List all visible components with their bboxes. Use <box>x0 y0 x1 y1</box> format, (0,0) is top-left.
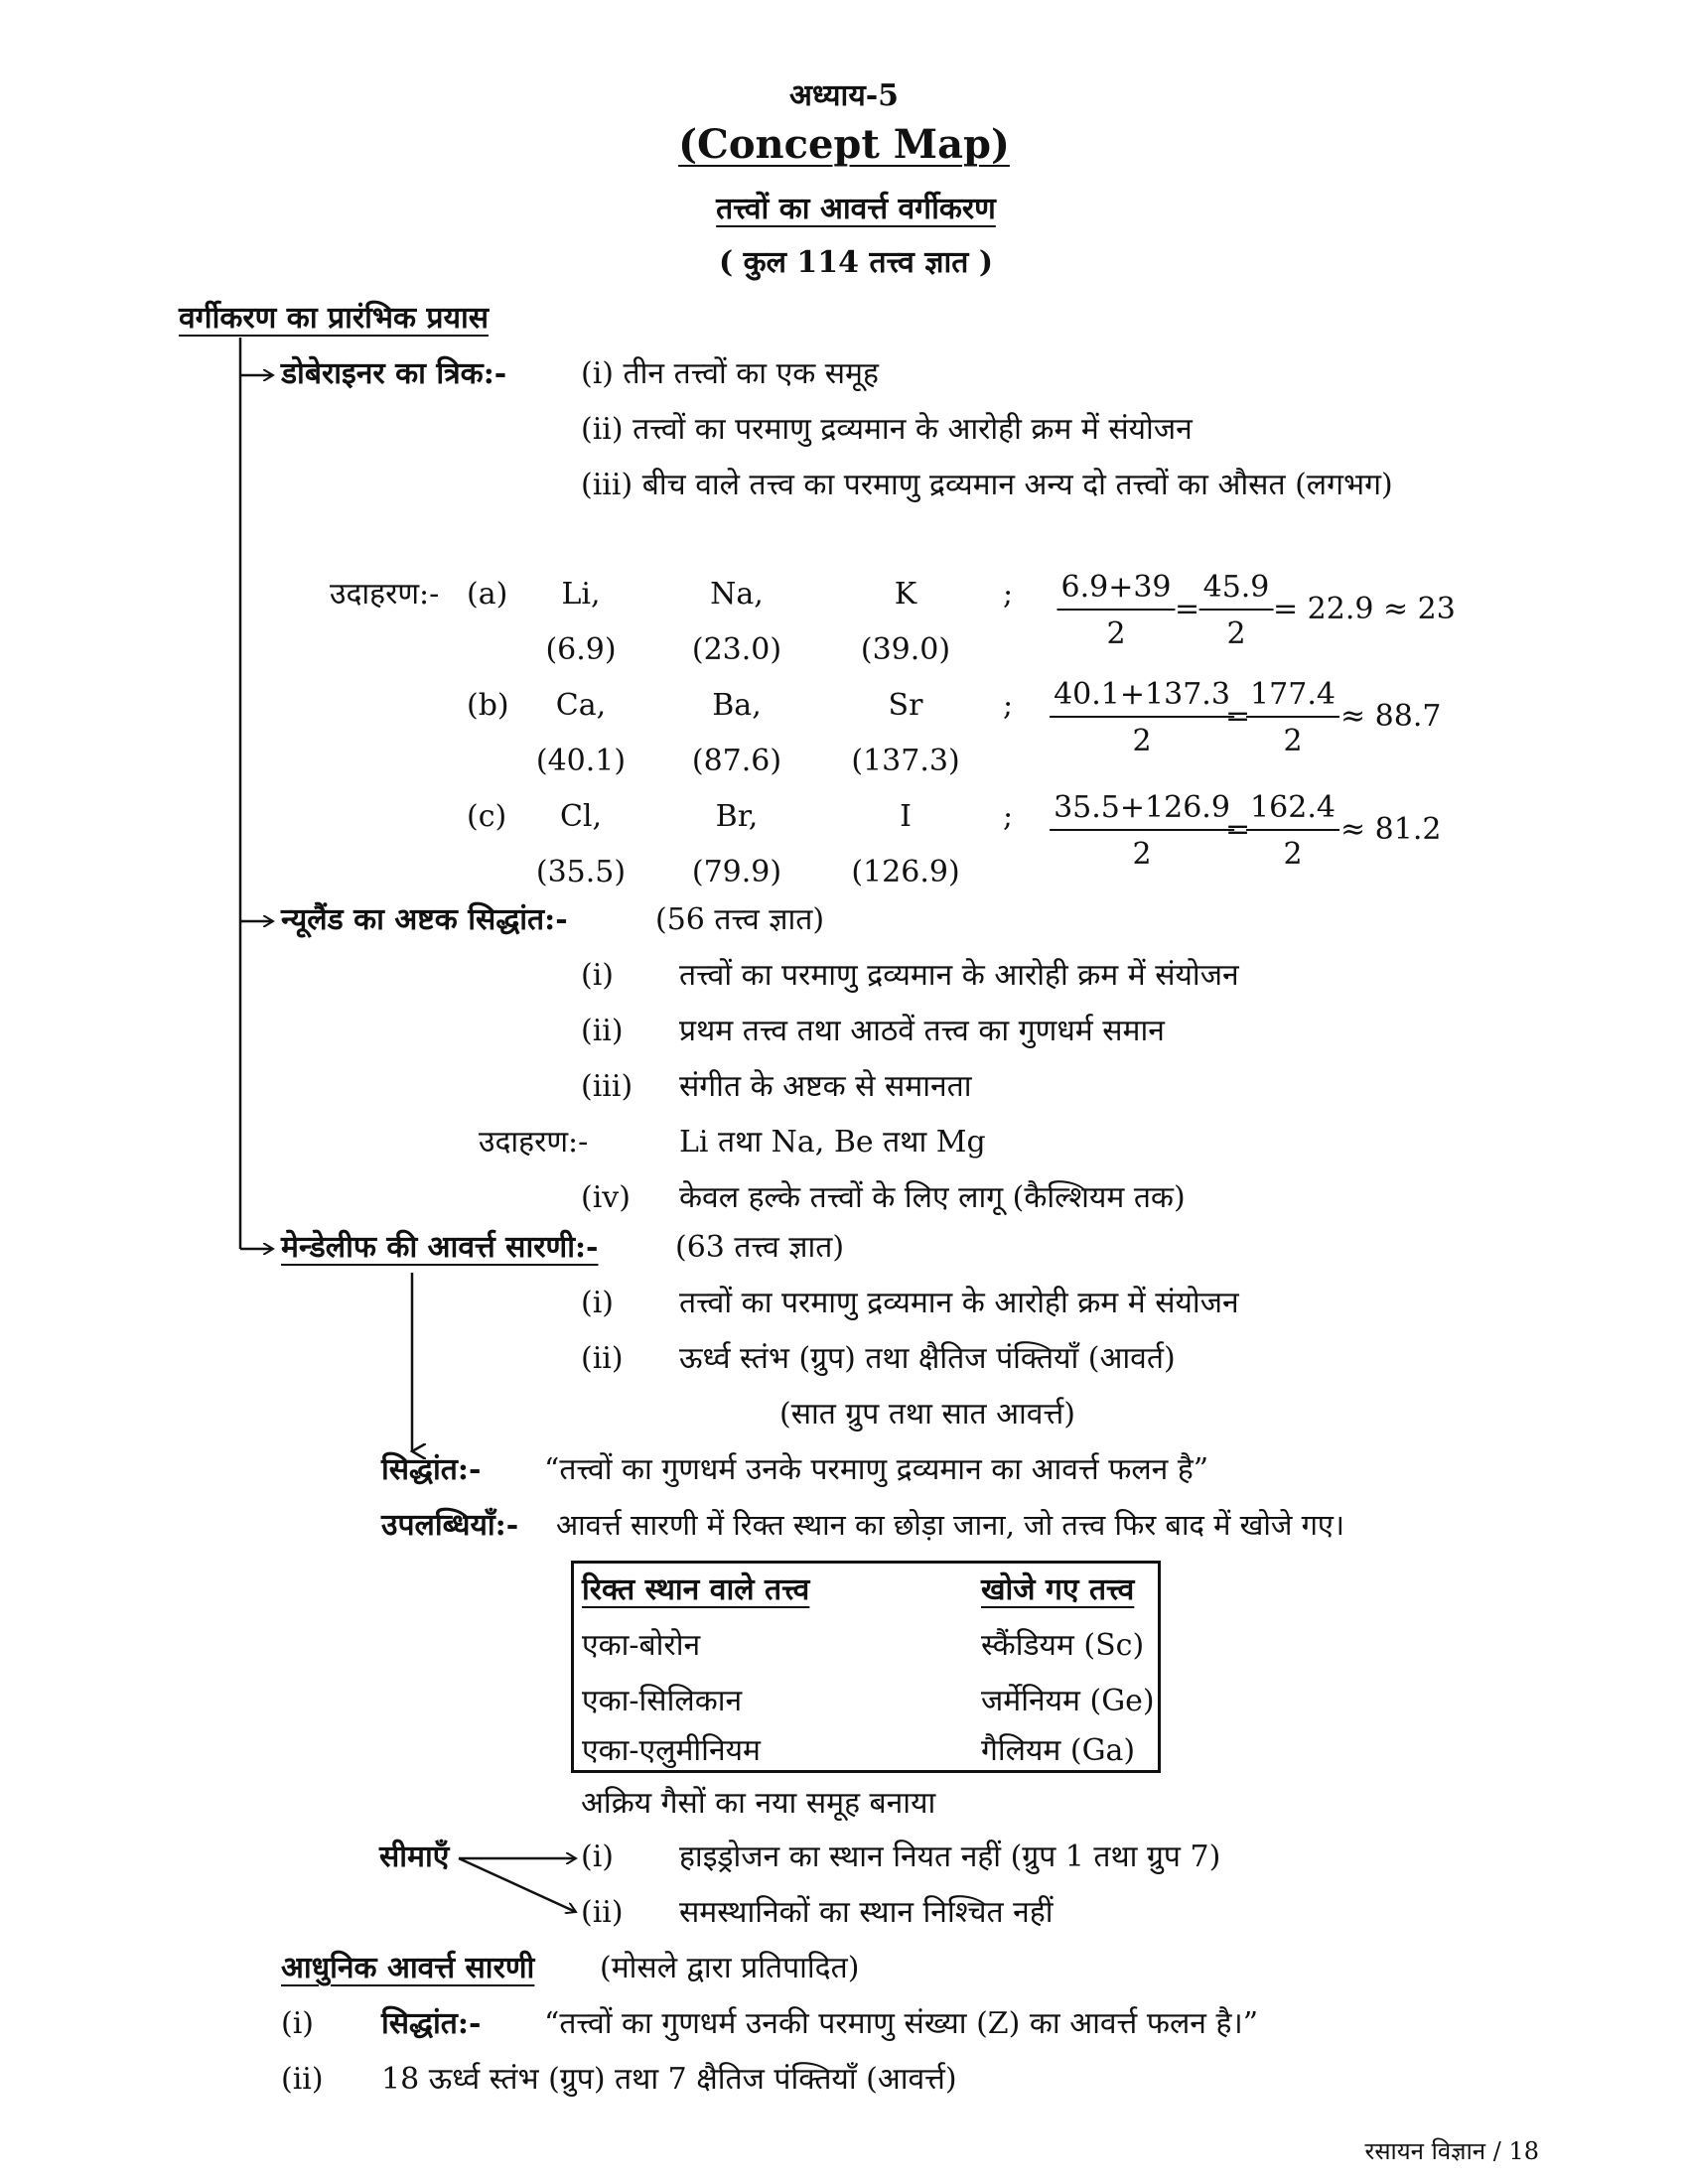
mendeleev-note: (63 तत्त्व ज्ञात) <box>675 1230 845 1265</box>
triad-b-separator: ; <box>1003 688 1014 723</box>
limitation-2-text: समस्थानिकों का स्थान निश्चित नहीं <box>679 1895 1054 1930</box>
triad-c-fraction-1 <box>1050 790 1234 872</box>
newlands-example-label: उदाहरण:- <box>479 1125 589 1160</box>
triad-c-fraction-2 <box>1246 790 1339 872</box>
triad-c-fraction-1-den: 2 <box>1132 837 1152 872</box>
dobereiner-label: डोबेराइनर का त्रिक:- <box>281 356 507 391</box>
newlands-note: (56 तत्त्व ज्ञात) <box>655 902 825 937</box>
newlands-point-3-text: संगीत के अष्टक से समानता <box>679 1069 972 1104</box>
page-footer: रसायन विज्ञान / 18 <box>1364 2137 1539 2165</box>
newlands-point-2-text: प्रथम तत्त्व तथा आठवें तत्त्व का गुणधर्म समान <box>679 1014 1165 1048</box>
gap-elements-table <box>571 1561 1161 1773</box>
triad-b-element-1: Ca, <box>555 688 607 723</box>
triad-b-element-3: Sr <box>888 688 923 723</box>
triad-a-mass-2: (23.0) <box>691 632 782 667</box>
triad-c-element-1: Cl, <box>559 799 603 834</box>
triad-b-fraction-1 <box>1050 677 1234 758</box>
mendeleev-point-2-num: (ii) <box>581 1341 624 1376</box>
noble-gas-note: अक्रिय गैसों का नया समूह बनाया <box>581 1786 936 1821</box>
triad-b-tag: (b) <box>467 688 509 723</box>
triad-c-fraction-1-num: 35.5+126.9 <box>1050 790 1234 831</box>
newlands-label: न्यूलैंड का अष्टक सिद्धांत:- <box>281 902 568 937</box>
newlands-point-4-num: (iv) <box>581 1180 631 1215</box>
triad-c-result: ≈ 81.2 <box>1340 812 1442 847</box>
chapter-label: अध्याय-5 <box>788 78 900 113</box>
table-row-2-discovered: जर्मेनियम (Ge) <box>981 1684 1155 1718</box>
modern-principle-label: सिद्धांत:- <box>381 2006 482 2041</box>
triad-a-tag: (a) <box>467 577 508 612</box>
triad-a-fraction-2-den: 2 <box>1226 616 1246 651</box>
triad-b-fraction-2-num: 177.4 <box>1246 677 1339 718</box>
triad-a-fraction-2 <box>1199 570 1274 651</box>
triad-c-mass-3: (126.9) <box>851 855 960 889</box>
modern-table-heading: आधुनिक आवर्त्त सारणी <box>281 1951 535 1985</box>
mendeleev-achievements-label: उपलब्धियाँ:- <box>381 1508 519 1543</box>
triad-b-element-2: Ba, <box>712 688 762 723</box>
triad-b-mass-3: (137.3) <box>851 744 960 778</box>
triad-c-fraction-2-den: 2 <box>1283 837 1303 872</box>
newlands-point-2-num: (ii) <box>581 1014 624 1048</box>
mendeleev-point-2-text: ऊर्ध्व स्तंभ (ग्रुप) तथा क्षैतिज पंक्तियाँ (आवर्त) <box>679 1341 1176 1376</box>
table-row-1-discovered: स्कैंडियम (Sc) <box>981 1628 1145 1663</box>
mendeleev-principle-label: सिद्धांत:- <box>381 1452 482 1487</box>
arrow-limitation-2 <box>459 1858 576 1912</box>
triad-c-fraction-2-num: 162.4 <box>1246 790 1339 831</box>
mendeleev-principle-text: “तत्त्वों का गुणधर्म उनके परमाणु द्रव्यमान का आवर्त्त फलन है” <box>544 1452 1209 1487</box>
modern-table-note: (मोसले द्वारा प्रतिपादित) <box>600 1951 860 1985</box>
triad-b-equals: = <box>1225 699 1251 734</box>
triad-b-result: ≈ 88.7 <box>1340 699 1442 734</box>
table-header-discovered: खोजे गए तत्त्व <box>981 1572 1135 1607</box>
triad-a-element-1: Li, <box>561 577 601 612</box>
table-row-1-gap: एका-बोरोन <box>582 1628 701 1663</box>
triad-a-separator: ; <box>1003 577 1014 612</box>
triad-a-fraction-1 <box>1056 570 1175 651</box>
dobereiner-point-2: (ii) तत्त्वों का परमाणु द्रव्यमान के आरोही क्रम में संयोजन <box>581 412 1193 447</box>
triad-c-mass-1: (35.5) <box>535 855 627 889</box>
table-header-gap: रिक्त स्थान वाले तत्त्व <box>582 1572 810 1607</box>
triad-a-equals: = <box>1175 592 1200 626</box>
newlands-point-1-num: (i) <box>581 958 615 993</box>
limitation-2-num: (ii) <box>581 1895 624 1930</box>
limitations-label: सीमाएँ <box>379 1840 450 1874</box>
table-row-2-gap: एका-सिलिकान <box>582 1684 743 1718</box>
mendeleev-point-1-text: तत्त्वों का परमाणु द्रव्यमान के आरोही क्रम में संयोजन <box>679 1286 1239 1320</box>
modern-point-2-text: 18 ऊर्ध्व स्तंभ (ग्रुप) तथा 7 क्षैतिज पंक्तियाँ (आवर्त्त) <box>381 2062 957 2097</box>
triad-b-fraction-1-den: 2 <box>1132 724 1152 758</box>
triad-a-mass-1: (6.9) <box>545 632 617 667</box>
triad-b-mass-2: (87.6) <box>691 744 782 778</box>
dobereiner-point-1: (i) तीन तत्त्वों का एक समूह <box>581 356 879 391</box>
mendeleev-groups-note: (सात ग्रुप तथा सात आवर्त्त) <box>779 1397 1075 1432</box>
table-row-3-gap: एका-एलुमीनियम <box>582 1733 761 1768</box>
table-row-3-discovered: गैलियम (Ga) <box>981 1733 1136 1768</box>
triad-c-separator: ; <box>1003 799 1014 834</box>
page-subtitle: तत्त्वों का आवर्त्त वर्गीकरण <box>716 192 996 226</box>
newlands-example-text: Li तथा Na, Be तथा Mg <box>679 1125 986 1160</box>
newlands-point-3-num: (iii) <box>581 1069 633 1104</box>
limitation-1-text: हाइड्रोजन का स्थान नियत नहीं (ग्रुप 1 तथा ग्रुप 7) <box>679 1840 1221 1874</box>
page-title: (Concept Map) <box>678 121 1010 168</box>
triad-a-fraction-1-den: 2 <box>1106 616 1126 651</box>
newlands-point-4-text: केवल हल्के तत्त्वों के लिए लागू (कैल्शियम तक) <box>679 1180 1186 1215</box>
triad-a-element-3: K <box>894 577 917 612</box>
mendeleev-point-1-num: (i) <box>581 1286 615 1320</box>
limitation-1-num: (i) <box>581 1840 615 1874</box>
modern-principle-text: “तत्त्वों का गुणधर्म उनकी परमाणु संख्या (Z) का आवर्त्त फलन है।” <box>544 2006 1259 2041</box>
triad-c-mass-2: (79.9) <box>691 855 782 889</box>
triad-b-fraction-2 <box>1246 677 1339 758</box>
triad-b-fraction-1-num: 40.1+137.3 <box>1050 677 1234 718</box>
triad-a-fraction-2-num: 45.9 <box>1199 570 1274 611</box>
triad-a-mass-3: (39.0) <box>860 632 951 667</box>
triad-a-fraction-1-num: 6.9+39 <box>1056 570 1175 611</box>
mendeleev-achievements-text: आवर्त्त सारणी में रिक्त स्थान का छोड़ा जाना, जो तत्त्व फिर बाद में खोजे गए। <box>556 1508 1344 1542</box>
triad-c-equals: = <box>1225 812 1251 847</box>
triad-c-element-2: Br, <box>715 799 759 834</box>
triad-b-fraction-2-den: 2 <box>1283 724 1303 758</box>
triad-a-result: = 22.9 ≈ 23 <box>1273 592 1456 626</box>
triad-c-element-3: I <box>900 799 912 834</box>
modern-point-1-num: (i) <box>281 2006 315 2041</box>
triad-c-tag: (c) <box>467 799 507 834</box>
total-elements-note: ( कुल 114 तत्त्व ज्ञात ) <box>718 245 994 280</box>
modern-point-2-num: (ii) <box>281 2062 324 2097</box>
dobereiner-example-label: उदाहरण:- <box>330 577 440 612</box>
triad-b-mass-1: (40.1) <box>535 744 627 778</box>
mendeleev-label: मेन्डेलीफ की आवर्त्त सारणी:- <box>281 1230 599 1265</box>
early-attempts-heading: वर्गीकरण का प्रारंभिक प्रयास <box>179 301 490 336</box>
newlands-point-1-text: तत्त्वों का परमाणु द्रव्यमान के आरोही क्रम में संयोजन <box>679 958 1239 993</box>
dobereiner-point-3: (iii) बीच वाले तत्त्व का परमाणु द्रव्यमान अन्य दो तत्त्वों का औसत (लगभग) <box>581 468 1393 502</box>
triad-a-element-2: Na, <box>710 577 764 612</box>
